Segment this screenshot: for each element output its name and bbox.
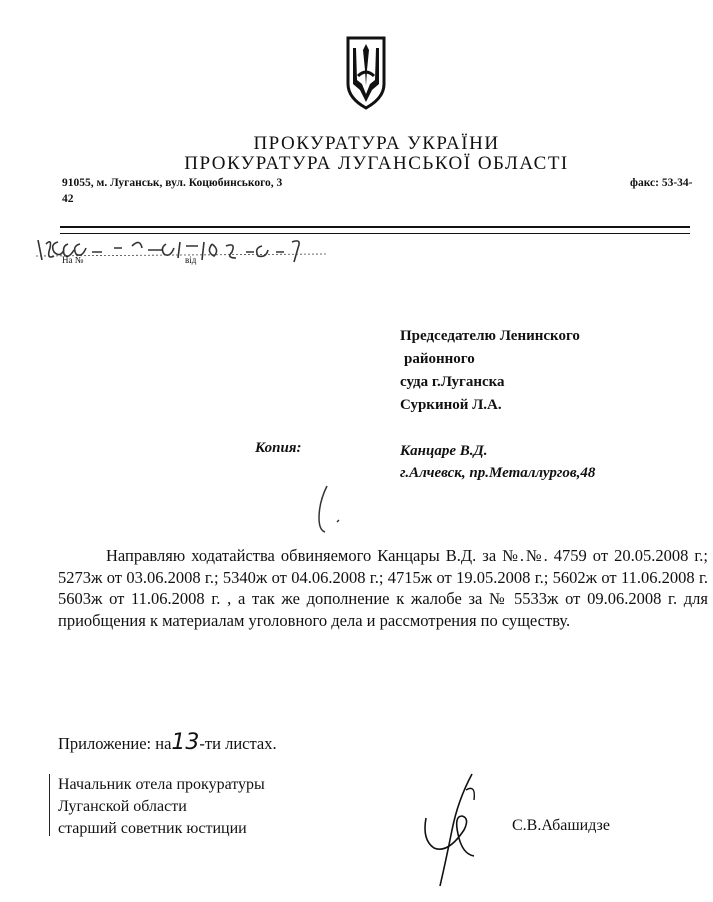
header-rule-thick (60, 226, 690, 228)
coat-of-arms-trident (343, 34, 389, 110)
header-address: 91055, м. Луганськ, вул. Коцюбинського, 3 (62, 177, 283, 189)
copy-recipient-name: Канцаре В.Д. (400, 443, 488, 459)
header-title-1: ПРОКУРАТУРА УКРАЇНИ (253, 133, 500, 154)
appendix-line (58, 730, 277, 755)
handwritten-signature (418, 770, 498, 890)
header-fax: факс: 53-34- (630, 177, 693, 189)
copy-label: Копия: (255, 440, 302, 456)
signatory-name: С.В.Абашидзе (512, 817, 610, 834)
copy-recipient-block (400, 440, 595, 484)
header-title-2: ПРОКУРАТУРА ЛУГАНСЬКОЇ ОБЛАСТІ (184, 153, 569, 174)
signatory-title (58, 774, 265, 840)
reply-date-label: від (185, 255, 197, 265)
appendix-prefix: Приложение: на (58, 734, 172, 753)
appendix-handwritten-count: 13 (171, 730, 200, 755)
recipient-line: Председателю Ленинского (400, 328, 580, 344)
copy-recipient-address: г.Алчевск, пр.Металлургов,48 (400, 465, 596, 481)
reply-to-label: На № (62, 255, 84, 265)
signatory-line: Начальник отела прокуратуры (58, 776, 265, 793)
recipient-line: районного (404, 351, 475, 367)
signatory-line: старший советник юстиции (58, 820, 247, 837)
recipient-line: суда г.Луганска (400, 374, 505, 390)
recipient-block (400, 325, 580, 417)
recipient-line: Суркиной Л.А. (400, 397, 502, 413)
header-fax-continuation: 42 (62, 193, 74, 205)
signatory-line: Луганской области (58, 798, 187, 815)
letter-body: Направляю ходатайства обвиняемого Канцары В.Д. за №.№. 4759 от 20.05.2008 г.; 5273ж от 03.06.2008 г.; 5340ж от 04.06.2008 г.; 4715ж от 19.05.2008 г.; 5602ж от 11.06.2008 г. 5603ж от 11.06.2008 г. , а так же дополнение к жалобе за № 5533ж от 09.06.2008 г. для приобщения к материалам уголовного дела и рассмотрения по существу. (58, 546, 708, 630)
appendix-suffix: -ти листах. (199, 734, 277, 753)
handwritten-mark (305, 484, 345, 536)
signature-bracket (49, 774, 54, 836)
